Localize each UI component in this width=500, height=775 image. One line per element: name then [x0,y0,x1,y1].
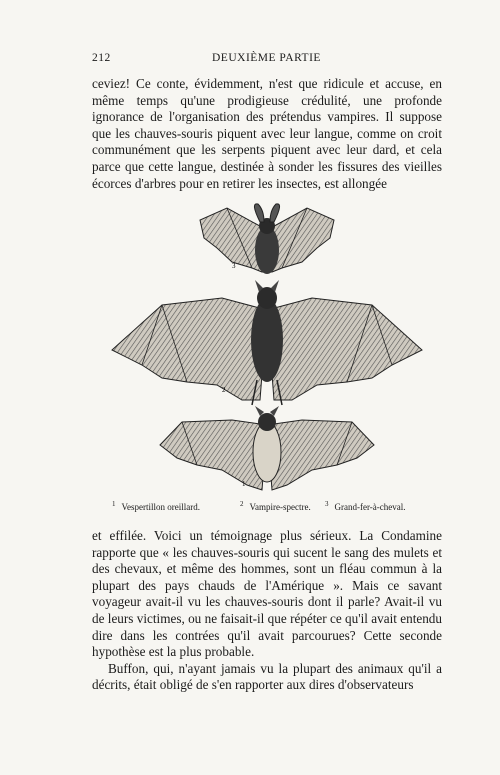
fig-label-1: 1 [242,480,246,488]
page-number: 212 [92,52,111,64]
fig-label-3: 3 [232,262,236,270]
running-title: DEUXIÈME PARTIE [212,52,321,64]
bat-horseshoe [160,406,374,490]
bat-vampire [112,280,422,405]
bat-illustration [92,200,442,500]
caption-2: $^2$ Vampire-spectre. [240,500,311,512]
text-block-bottom [92,528,442,694]
text-block-top [92,76,442,192]
caption-3: $^3$ Grand-fer-à-cheval. [325,500,406,512]
paragraph: Buffon, qui, n'ayant jamais vu la plupart des animaux qu'il a décrits, était obligé de s'en rapporter aux dires d'observateurs [92,660,442,693]
paragraph: et effilée. Voici un témoignage plus sérieux. La Condamine rapporte que « les chauves-souris qui sucent le sang des mulets et des chevaux, et même des hommes, sont un fléau commun à la plupart des pays chauds de l'Amérique ». Mais ce savant voyageur avait-il vu les chauves-souris dont il parle? Avait-il vu de leurs victimes, ou ne faisait-il que répéter ce qu'il avait entendu dire dans les contrées qu'il avait parcourues? Cette seconde hypothèse est la plus probable. [92,528,442,660]
bat-long-eared [200,204,334,274]
fig-label-2: 2 [222,386,226,394]
paragraph: ceviez! Ce conte, évidemment, n'est que ridicule et accuse, en même temps qu'une prodigieuse crédulité, une profonde ignorance de l'organisation des prétendus vampires. Il suppose que les chauves-souris piquent avec leur langue, comme on croit communément que les serpents piquent avec leur dard, et cela parce que cette langue, destinée à sonder les fissures des vieilles écorces d'arbres pour en retirer les insectes, est allongée [92,76,442,191]
caption-1: $^1$ Vespertillon oreillard. [112,500,200,512]
